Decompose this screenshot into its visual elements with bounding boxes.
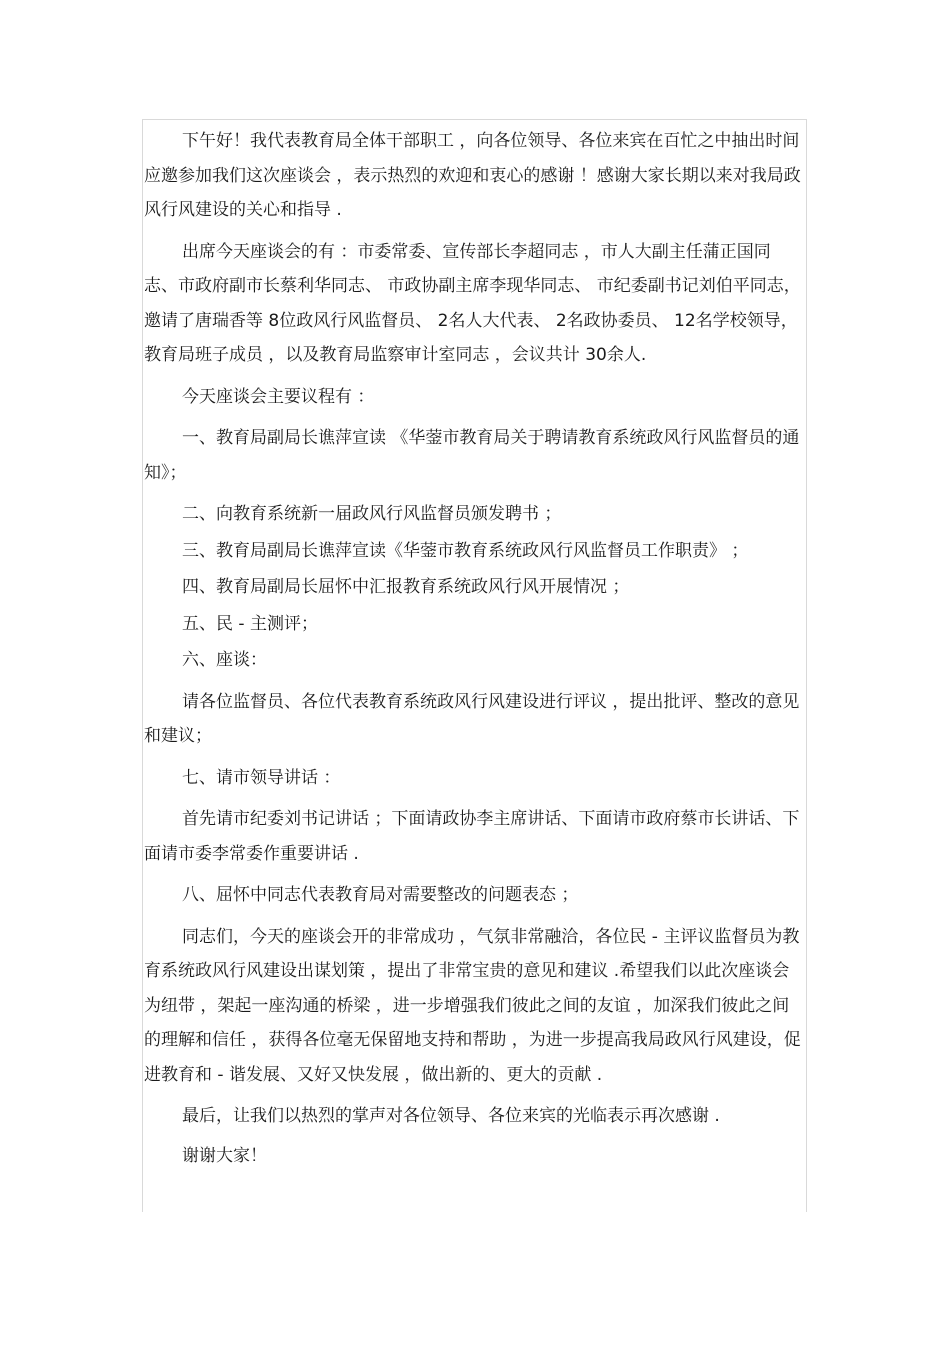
paragraph-thank-you: 谢谢大家！ — [182, 1145, 267, 1166]
paragraph-attendees: 出席今天座谈会的有 ：市委常委、宣传部长李超同志 ，市人大副主任蒲正国同志、市政府副市长蔡利华同志、 市政协副主席李现华同志、 市纪委副书记刘伯平同志，邀请了唐瑞香等 8位政风行风监督员、 2名人大代表、 2名政协委员、 12名学校领导，教育局班子成员 ，以及教育局监察审计室同志 ，会议共计 30余人. — [144, 241, 801, 365]
agenda-item-7: 七、请市领导讲话 ： — [182, 767, 341, 788]
paragraph-closing-remarks: 同志们，今天的座谈会开的非常成功 ，气氛非常融洽，各位民 - 主评议监督员为教育系统政风行风建设出谋划策 ，提出了非常宝贵的意见和建议 .希望我们以此次座谈会为纽带 ，架起一座沟通的桥梁 ，进一步增强我们彼此之间的友谊 ，加深我们彼此之间的理解和信任 ，获得各位毫无保留地支持和帮助 ，为进一步提高我局政风行风建设，促进教育和 - 谐发展、又好又快发展 ，做出新的、更大的贡献 . — [144, 926, 801, 1085]
paragraph-agenda-intro: 今天座谈会主要议程有 ： — [182, 386, 375, 407]
document-body — [144, 124, 804, 1173]
paragraph-greeting: 下午好！我代表教育局全体干部职工 ，向各位领导、各位来宾在百忙之中抽出时间应邀参加我们这次座谈会 ，表示热烈的欢迎和衷心的感谢 ！感谢大家长期以来对我局政风行风建设的关心和指导 . — [144, 131, 801, 220]
paragraph-review-request: 请各位监督员、各位代表教育系统政风行风建设进行评议 ，提出批评、整改的意见和建议； — [144, 691, 800, 746]
agenda-item-6: 六、座谈： — [182, 650, 267, 670]
agenda-item-3: 三、教育局副局长谯萍宣读《华蓥市教育系统政风行风监督员工作职责》 ； — [182, 540, 749, 561]
agenda-item-1: 一、教育局副局长谯萍宣读 《华蓥市教育局关于聘请教育系统政风行风监督员的通知》； — [144, 428, 800, 483]
agenda-item-4: 四、教育局副局长屈怀中汇报教育系统政风行风开展情况 ； — [182, 577, 630, 597]
agenda-item-8: 八、屈怀中同志代表教育局对需要整改的问题表态 ； — [182, 885, 579, 905]
paragraph-speeches: 首先请市纪委刘书记讲话 ；下面请政协李主席讲话、下面请市政府蔡市长讲话、下面请市委李常委作重要讲话 . — [144, 809, 800, 864]
paragraph-thanks-applause: 最后，让我们以热烈的掌声对各位领导、各位来宾的光临表示再次感谢 . — [182, 1106, 720, 1126]
agenda-item-5: 五、民 - 主测评； — [182, 613, 318, 634]
agenda-item-2: 二、向教育系统新一届政风行风监督员颁发聘书 ； — [182, 504, 562, 524]
